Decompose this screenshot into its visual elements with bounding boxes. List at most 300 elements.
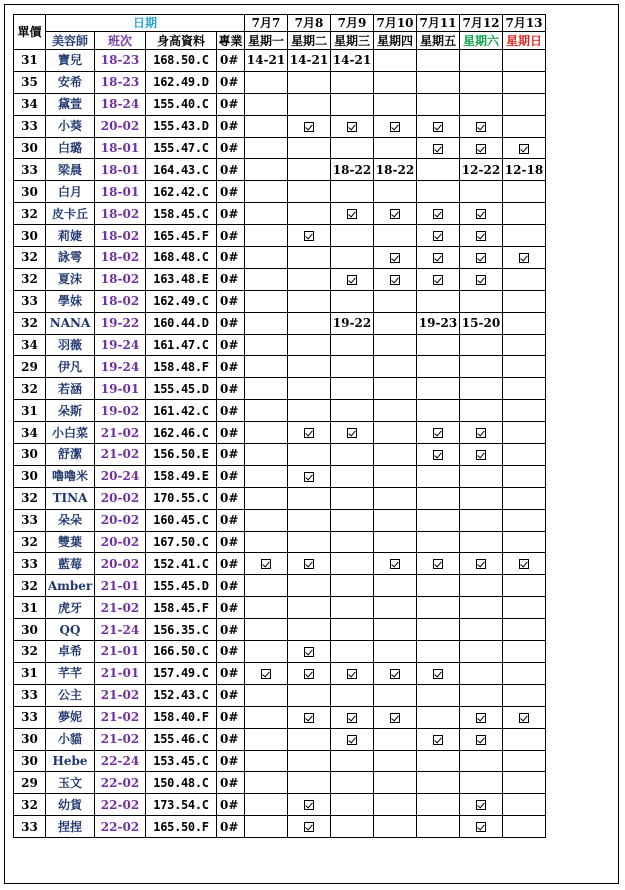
table-row [14, 225, 546, 247]
schedule-time-cell [460, 400, 503, 422]
price-cell: 31 [14, 662, 46, 684]
height-data-cell: 152.43.C [146, 684, 217, 706]
table-row [14, 290, 546, 312]
shift-cell: 20-02 [95, 531, 146, 553]
schedule-time-cell [417, 356, 460, 378]
price-cell: 32 [14, 487, 46, 509]
table-row [14, 93, 546, 115]
artist-name-cell: 安希 [46, 71, 95, 93]
professional-cell: 0# [217, 71, 245, 93]
schedule-time-cell [288, 772, 331, 794]
schedule-time-cell [288, 356, 331, 378]
height-data-cell: 170.55.C [146, 487, 217, 509]
table-row [14, 619, 546, 641]
professional-cell: 0# [217, 553, 245, 575]
checkbox-checked-icon [304, 231, 314, 241]
schedule-time-cell [288, 728, 331, 750]
professional-cell: 0# [217, 225, 245, 247]
artist-name-cell: 朵朵 [46, 509, 95, 531]
shift-cell: 19-01 [95, 378, 146, 400]
schedule-time-cell [503, 816, 546, 838]
checkbox-checked-icon [433, 559, 443, 569]
artist-name-cell: 莉婕 [46, 225, 95, 247]
checkbox-checked-icon [476, 822, 486, 832]
checkbox-checked-icon [390, 253, 400, 263]
schedule-time-cell [245, 575, 288, 597]
professional-cell: 0# [217, 728, 245, 750]
height-data-cell: 162.49.C [146, 290, 217, 312]
schedule-check-cell [288, 422, 331, 444]
height-data-cell: 167.50.C [146, 531, 217, 553]
schedule-time-cell [374, 334, 417, 356]
professional-cell: 0# [217, 159, 245, 181]
checkbox-checked-icon [476, 209, 486, 219]
professional-cell: 0# [217, 684, 245, 706]
schedule-time-cell: 12-22 [460, 159, 503, 181]
header-shift: 班次 [95, 32, 146, 50]
schedule-time-cell [503, 444, 546, 466]
shift-cell: 18-01 [95, 137, 146, 159]
shift-cell: 22-02 [95, 816, 146, 838]
height-data-cell: 157.49.C [146, 662, 217, 684]
price-cell: 30 [14, 750, 46, 772]
artist-name-cell: 朵斯 [46, 400, 95, 422]
professional-cell: 0# [217, 794, 245, 816]
schedule-time-cell [331, 71, 374, 93]
schedule-time-cell [245, 71, 288, 93]
checkbox-checked-icon [476, 122, 486, 132]
height-data-cell: 161.47.C [146, 334, 217, 356]
header-date: 7月7 [245, 15, 288, 32]
artist-name-cell: 小貓 [46, 728, 95, 750]
height-data-cell: 155.46.C [146, 728, 217, 750]
shift-cell: 21-01 [95, 662, 146, 684]
schedule-time-cell [417, 181, 460, 203]
professional-cell: 0# [217, 400, 245, 422]
professional-cell: 0# [217, 641, 245, 663]
schedule-time-cell [245, 641, 288, 663]
schedule-time-cell [374, 728, 417, 750]
schedule-time-cell [503, 750, 546, 772]
height-data-cell: 155.45.D [146, 378, 217, 400]
professional-cell: 0# [217, 93, 245, 115]
schedule-time-cell [417, 509, 460, 531]
schedule-time-cell [288, 247, 331, 269]
schedule-time-cell [288, 181, 331, 203]
schedule-time-cell [245, 93, 288, 115]
schedule-check-cell [460, 553, 503, 575]
schedule-check-cell [288, 816, 331, 838]
shift-cell: 18-02 [95, 203, 146, 225]
header-weekday-saturday: 星期六 [460, 32, 503, 50]
professional-cell: 0# [217, 247, 245, 269]
header-date: 7月11 [417, 15, 460, 32]
height-data-cell: 163.48.E [146, 268, 217, 290]
price-cell: 30 [14, 728, 46, 750]
header-date: 7月10 [374, 15, 417, 32]
header-weekday: 星期四 [374, 32, 417, 50]
shift-cell: 21-02 [95, 706, 146, 728]
schedule-check-cell [503, 706, 546, 728]
table-row [14, 356, 546, 378]
schedule-time-cell [374, 750, 417, 772]
schedule-time-cell [417, 159, 460, 181]
schedule-time-cell [331, 509, 374, 531]
schedule-time-cell [503, 290, 546, 312]
schedule-time-cell [331, 225, 374, 247]
price-cell: 34 [14, 334, 46, 356]
table-row [14, 575, 546, 597]
professional-cell: 0# [217, 597, 245, 619]
schedule-time-cell [374, 794, 417, 816]
price-cell: 33 [14, 159, 46, 181]
artist-name-cell: 芊芊 [46, 662, 95, 684]
schedule-time-cell [288, 71, 331, 93]
table-row [14, 509, 546, 531]
artist-name-cell: 嚕嚕米 [46, 465, 95, 487]
schedule-time-cell [460, 356, 503, 378]
checkbox-checked-icon [519, 559, 529, 569]
professional-cell: 0# [217, 575, 245, 597]
schedule-time-cell [503, 465, 546, 487]
checkbox-checked-icon [304, 472, 314, 482]
schedule-time-cell [417, 575, 460, 597]
height-data-cell: 160.44.D [146, 312, 217, 334]
schedule-time-cell [245, 706, 288, 728]
header-artist: 美容師 [46, 32, 95, 50]
schedule-check-cell [245, 662, 288, 684]
price-cell: 33 [14, 706, 46, 728]
shift-cell: 20-02 [95, 487, 146, 509]
checkbox-checked-icon [347, 122, 357, 132]
schedule-time-cell: 19-23 [417, 312, 460, 334]
schedule-time-cell [331, 487, 374, 509]
schedule-time-cell [417, 597, 460, 619]
professional-cell: 0# [217, 487, 245, 509]
schedule-check-cell [460, 422, 503, 444]
artist-name-cell: 公主 [46, 684, 95, 706]
schedule-time-cell [503, 334, 546, 356]
checkbox-checked-icon [347, 428, 357, 438]
schedule-check-cell [460, 247, 503, 269]
header-date: 7月8 [288, 15, 331, 32]
checkbox-checked-icon [476, 231, 486, 241]
height-data-cell: 158.45.F [146, 597, 217, 619]
schedule-time-cell [503, 356, 546, 378]
schedule-check-cell [374, 553, 417, 575]
professional-cell: 0# [217, 444, 245, 466]
artist-name-cell: 卓希 [46, 641, 95, 663]
schedule-time-cell [288, 312, 331, 334]
schedule-time-cell [374, 772, 417, 794]
header-weekday: 星期五 [417, 32, 460, 50]
professional-cell: 0# [217, 772, 245, 794]
schedule-check-cell [331, 422, 374, 444]
checkbox-checked-icon [433, 275, 443, 285]
artist-name-cell: 小葵 [46, 115, 95, 137]
height-data-cell: 158.45.C [146, 203, 217, 225]
schedule-check-cell [460, 225, 503, 247]
checkbox-checked-icon [519, 144, 529, 154]
shift-cell: 21-02 [95, 444, 146, 466]
height-data-cell: 165.45.F [146, 225, 217, 247]
schedule-time-cell [288, 400, 331, 422]
schedule-time-cell [374, 71, 417, 93]
height-data-cell: 156.35.C [146, 619, 217, 641]
schedule-time-cell [331, 247, 374, 269]
price-cell: 32 [14, 268, 46, 290]
schedule-check-cell [417, 662, 460, 684]
height-data-cell: 158.40.F [146, 706, 217, 728]
schedule-time-cell [288, 597, 331, 619]
schedule-time-cell [417, 93, 460, 115]
shift-cell: 19-24 [95, 356, 146, 378]
schedule-time-cell [331, 465, 374, 487]
table-row [14, 662, 546, 684]
schedule-check-cell [503, 247, 546, 269]
schedule-time-cell [503, 575, 546, 597]
price-cell: 33 [14, 553, 46, 575]
schedule-time-cell [460, 531, 503, 553]
height-data-cell: 155.47.C [146, 137, 217, 159]
artist-name-cell: 伊凡 [46, 356, 95, 378]
schedule-check-cell [288, 794, 331, 816]
schedule-time-cell [417, 50, 460, 72]
schedule-time-cell [503, 312, 546, 334]
shift-cell: 18-23 [95, 50, 146, 72]
schedule-time-cell [417, 641, 460, 663]
schedule-check-cell [331, 115, 374, 137]
header-date: 7月13 [503, 15, 546, 32]
schedule-time-cell [245, 422, 288, 444]
checkbox-checked-icon [476, 450, 486, 460]
schedule-time-cell [417, 531, 460, 553]
checkbox-checked-icon [304, 647, 314, 657]
schedule-time-cell [460, 487, 503, 509]
schedule-time-cell [245, 225, 288, 247]
schedule-check-cell [417, 137, 460, 159]
shift-cell: 19-02 [95, 400, 146, 422]
price-cell: 29 [14, 356, 46, 378]
table-row [14, 706, 546, 728]
artist-name-cell: 學妹 [46, 290, 95, 312]
table-row [14, 641, 546, 663]
height-data-cell: 150.48.C [146, 772, 217, 794]
height-data-cell: 158.49.E [146, 465, 217, 487]
schedule-check-cell [374, 268, 417, 290]
header-date: 7月9 [331, 15, 374, 32]
price-cell: 32 [14, 312, 46, 334]
schedule-time-cell [374, 816, 417, 838]
checkbox-checked-icon [433, 253, 443, 263]
schedule-time-cell [331, 619, 374, 641]
shift-cell: 20-02 [95, 553, 146, 575]
shift-cell: 21-02 [95, 728, 146, 750]
professional-cell: 0# [217, 531, 245, 553]
shift-cell: 18-01 [95, 181, 146, 203]
professional-cell: 0# [217, 422, 245, 444]
schedule-check-cell [460, 203, 503, 225]
checkbox-checked-icon [347, 735, 357, 745]
checkbox-checked-icon [261, 559, 271, 569]
height-data-cell: 166.50.C [146, 641, 217, 663]
schedule-time-cell [460, 509, 503, 531]
artist-name-cell: 虎牙 [46, 597, 95, 619]
table-row [14, 400, 546, 422]
schedule-time-cell [374, 597, 417, 619]
price-cell: 34 [14, 422, 46, 444]
professional-cell: 0# [217, 203, 245, 225]
schedule-time-cell [503, 772, 546, 794]
table-row [14, 50, 546, 72]
checkbox-checked-icon [476, 253, 486, 263]
table-row [14, 203, 546, 225]
professional-cell: 0# [217, 312, 245, 334]
schedule-time-cell [331, 575, 374, 597]
checkbox-checked-icon [261, 669, 271, 679]
shift-cell: 21-01 [95, 575, 146, 597]
table-row [14, 684, 546, 706]
header-weekday: 星期二 [288, 32, 331, 50]
schedule-time-cell [331, 641, 374, 663]
shift-cell: 21-02 [95, 597, 146, 619]
checkbox-checked-icon [390, 669, 400, 679]
checkbox-checked-icon [476, 144, 486, 154]
artist-name-cell: TINA [46, 487, 95, 509]
professional-cell: 0# [217, 268, 245, 290]
schedule-time-cell [374, 93, 417, 115]
schedule-check-cell [417, 268, 460, 290]
checkbox-checked-icon [304, 122, 314, 132]
schedule-time-cell [288, 159, 331, 181]
checkbox-checked-icon [476, 559, 486, 569]
schedule-time-cell [374, 444, 417, 466]
schedule-time-cell [417, 706, 460, 728]
schedule-time-cell: 14-21 [331, 50, 374, 72]
artist-name-cell: 雙葉 [46, 531, 95, 553]
price-cell: 33 [14, 816, 46, 838]
schedule-time-cell [245, 334, 288, 356]
schedule-check-cell [417, 444, 460, 466]
height-data-cell: 173.54.C [146, 794, 217, 816]
schedule-time-cell [331, 816, 374, 838]
schedule-check-cell [417, 247, 460, 269]
schedule-time-cell [503, 662, 546, 684]
table-row [14, 137, 546, 159]
checkbox-checked-icon [433, 122, 443, 132]
schedule-time-cell [503, 400, 546, 422]
schedule-time-cell: 15-20 [460, 312, 503, 334]
price-cell: 32 [14, 575, 46, 597]
schedule-time-cell [245, 619, 288, 641]
checkbox-checked-icon [304, 822, 314, 832]
professional-cell: 0# [217, 662, 245, 684]
schedule-check-cell [374, 115, 417, 137]
table-row [14, 334, 546, 356]
schedule-time-cell [460, 378, 503, 400]
schedule-time-cell [417, 619, 460, 641]
artist-name-cell: NANA [46, 312, 95, 334]
professional-cell: 0# [217, 115, 245, 137]
schedule-time-cell [331, 553, 374, 575]
schedule-time-cell [417, 465, 460, 487]
price-cell: 31 [14, 400, 46, 422]
table-row [14, 553, 546, 575]
schedule-time-cell [331, 290, 374, 312]
price-cell: 31 [14, 597, 46, 619]
checkbox-checked-icon [433, 231, 443, 241]
artist-name-cell: 皮卡丘 [46, 203, 95, 225]
schedule-time-cell [331, 794, 374, 816]
schedule-check-cell [288, 465, 331, 487]
schedule-time-cell [503, 378, 546, 400]
artist-name-cell: 玉文 [46, 772, 95, 794]
professional-cell: 0# [217, 465, 245, 487]
schedule-time-cell [460, 93, 503, 115]
table-row [14, 772, 546, 794]
checkbox-checked-icon [433, 428, 443, 438]
professional-cell: 0# [217, 290, 245, 312]
schedule-time-cell [374, 487, 417, 509]
height-data-cell: 168.50.C [146, 50, 217, 72]
shift-cell: 19-22 [95, 312, 146, 334]
schedule-check-cell [460, 444, 503, 466]
schedule-time-cell [503, 181, 546, 203]
schedule-time-cell: 18-22 [331, 159, 374, 181]
price-cell: 32 [14, 794, 46, 816]
schedule-time-cell [460, 465, 503, 487]
schedule-time-cell [245, 509, 288, 531]
schedule-time-cell [374, 531, 417, 553]
professional-cell: 0# [217, 181, 245, 203]
schedule-time-cell [245, 465, 288, 487]
artist-name-cell: 黛萱 [46, 93, 95, 115]
artist-name-cell: QQ [46, 619, 95, 641]
shift-cell: 18-23 [95, 71, 146, 93]
schedule-time-cell [374, 465, 417, 487]
artist-name-cell: 寶兒 [46, 50, 95, 72]
schedule-check-cell [374, 706, 417, 728]
schedule-time-cell [417, 290, 460, 312]
schedule-check-cell [374, 203, 417, 225]
shift-cell: 21-02 [95, 684, 146, 706]
schedule-time-cell: 14-21 [288, 50, 331, 72]
schedule-time-cell [288, 378, 331, 400]
schedule-check-cell [417, 553, 460, 575]
shift-cell: 20-02 [95, 509, 146, 531]
schedule-time-cell [503, 684, 546, 706]
height-data-cell: 155.40.C [146, 93, 217, 115]
price-cell: 34 [14, 93, 46, 115]
schedule-time-cell [245, 444, 288, 466]
schedule-time-cell [245, 531, 288, 553]
checkbox-checked-icon [476, 713, 486, 723]
checkbox-checked-icon [390, 559, 400, 569]
height-data-cell: 160.45.C [146, 509, 217, 531]
professional-cell: 0# [217, 50, 245, 72]
schedule-time-cell [503, 50, 546, 72]
shift-cell: 21-24 [95, 619, 146, 641]
shift-cell: 19-24 [95, 334, 146, 356]
schedule-time-cell [503, 531, 546, 553]
height-data-cell: 162.49.D [146, 71, 217, 93]
price-cell: 29 [14, 772, 46, 794]
checkbox-checked-icon [304, 559, 314, 569]
artist-name-cell: 梁晨 [46, 159, 95, 181]
table-row [14, 71, 546, 93]
checkbox-checked-icon [390, 209, 400, 219]
schedule-time-cell [331, 334, 374, 356]
